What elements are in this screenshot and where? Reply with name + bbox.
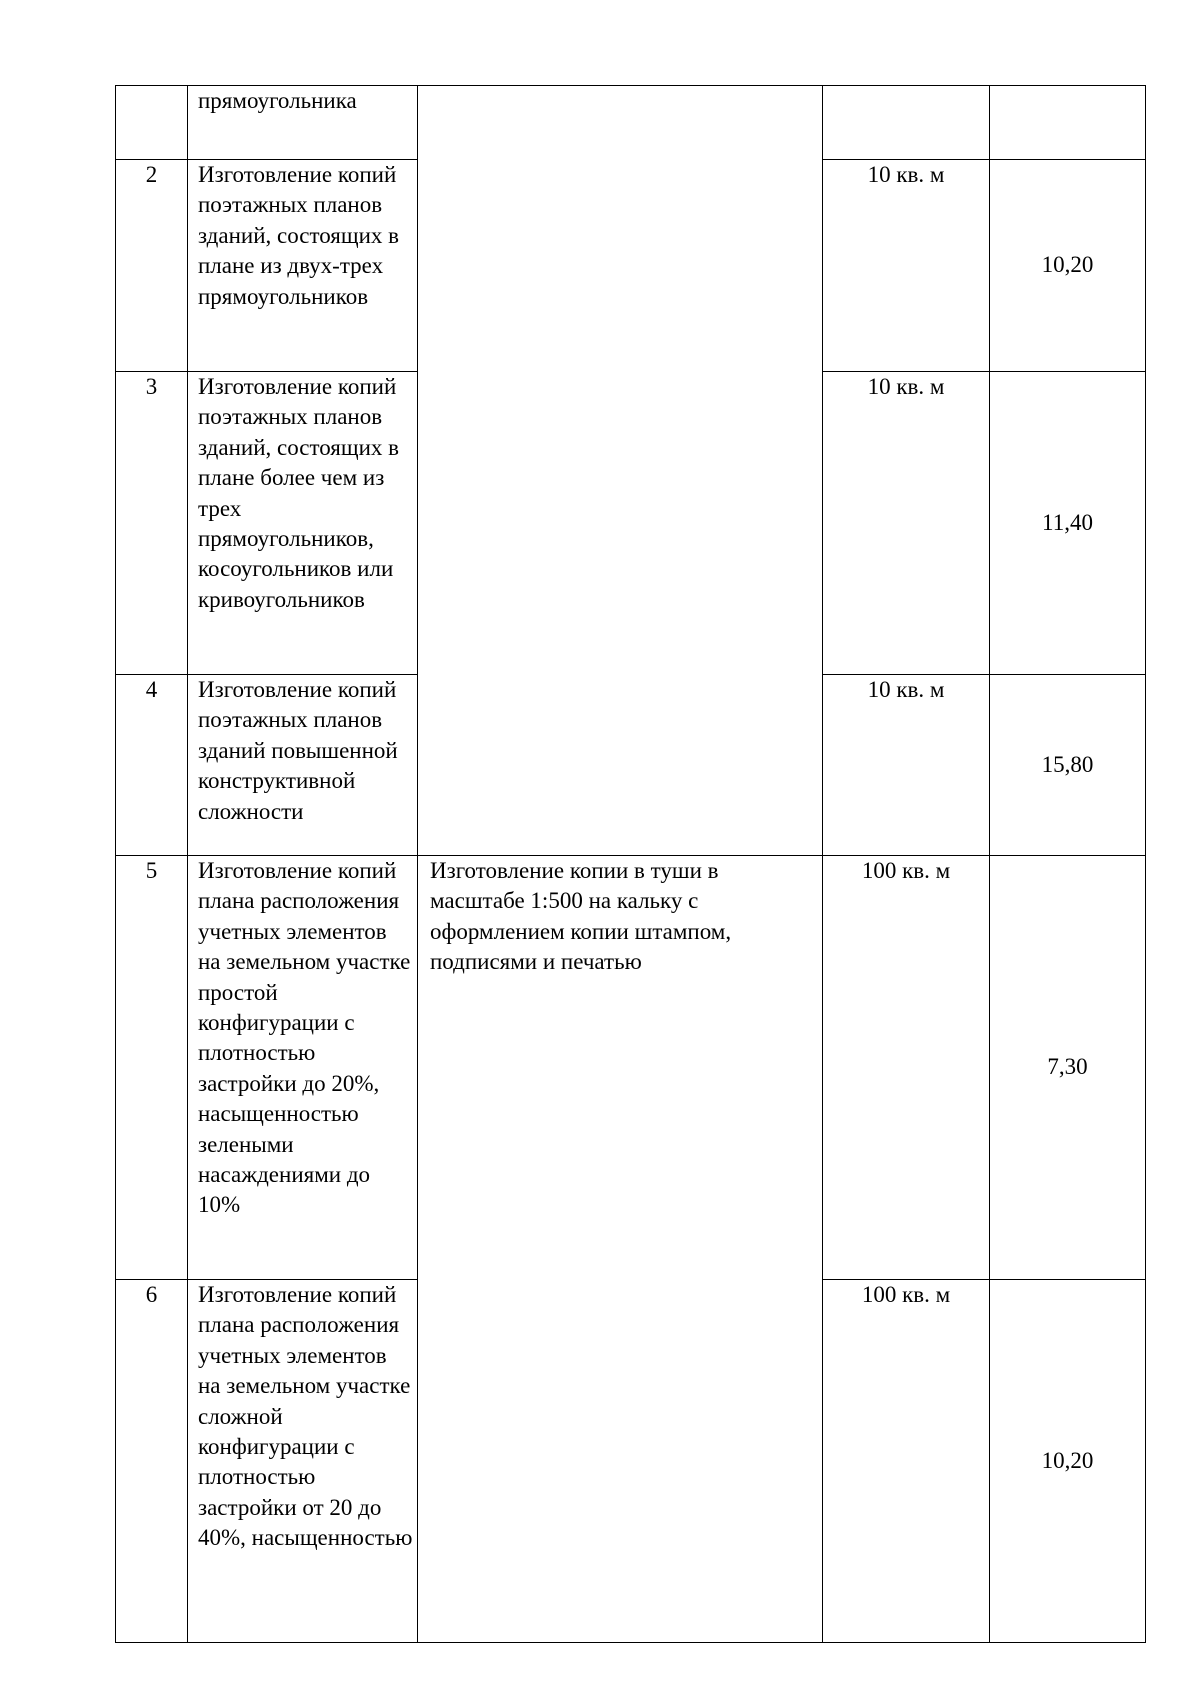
- work-name: Изготовление копий плана расположения учетных элементов на земельном участке сложной конфигурации с плотностью застройки от 20 до 40%, насыщенностью: [188, 1280, 418, 1643]
- row-number: 4: [116, 675, 188, 856]
- unit-of-measure: 10 кв. м: [823, 675, 990, 856]
- row-number: 3: [116, 372, 188, 675]
- price-table: [115, 85, 1146, 1643]
- price-value: 10,20: [990, 160, 1146, 372]
- price-value: 10,20: [990, 1280, 1146, 1643]
- work-description: [418, 86, 823, 856]
- work-name: Изготовление копий поэтажных планов зданий, состоящих в плане более чем из трех прямоугольников, косоугольников или кривоугольников: [188, 372, 418, 675]
- table-row: [116, 856, 1146, 1280]
- work-description: Изготовление копии в туши в масштабе 1:500 на кальку с оформлением копии штампом, подписями и печатью: [418, 856, 823, 1643]
- unit-of-measure: 10 кв. м: [823, 372, 990, 675]
- row-number: 2: [116, 160, 188, 372]
- row-number: 5: [116, 856, 188, 1280]
- work-name: Изготовление копий плана расположения учетных элементов на земельном участке простой конфигурации с плотностью застройки до 20%, насыщенностью зелеными насаждениями до 10%: [188, 856, 418, 1280]
- price-value: 11,40: [990, 372, 1146, 675]
- row-number: 6: [116, 1280, 188, 1643]
- work-name: Изготовление копий поэтажных планов зданий, состоящих в плане из двух-трех прямоугольников: [188, 160, 418, 372]
- work-name: Изготовление копий поэтажных планов зданий повышенной конструктивной сложности: [188, 675, 418, 856]
- row-number: [116, 86, 188, 160]
- unit-of-measure: 100 кв. м: [823, 856, 990, 1280]
- work-name: прямоугольника: [188, 86, 418, 160]
- unit-of-measure: [823, 86, 990, 160]
- unit-of-measure: 100 кв. м: [823, 1280, 990, 1643]
- price-value: [990, 86, 1146, 160]
- table-row: [116, 86, 1146, 160]
- price-value: 15,80: [990, 675, 1146, 856]
- unit-of-measure: 10 кв. м: [823, 160, 990, 372]
- price-value: 7,30: [990, 856, 1146, 1280]
